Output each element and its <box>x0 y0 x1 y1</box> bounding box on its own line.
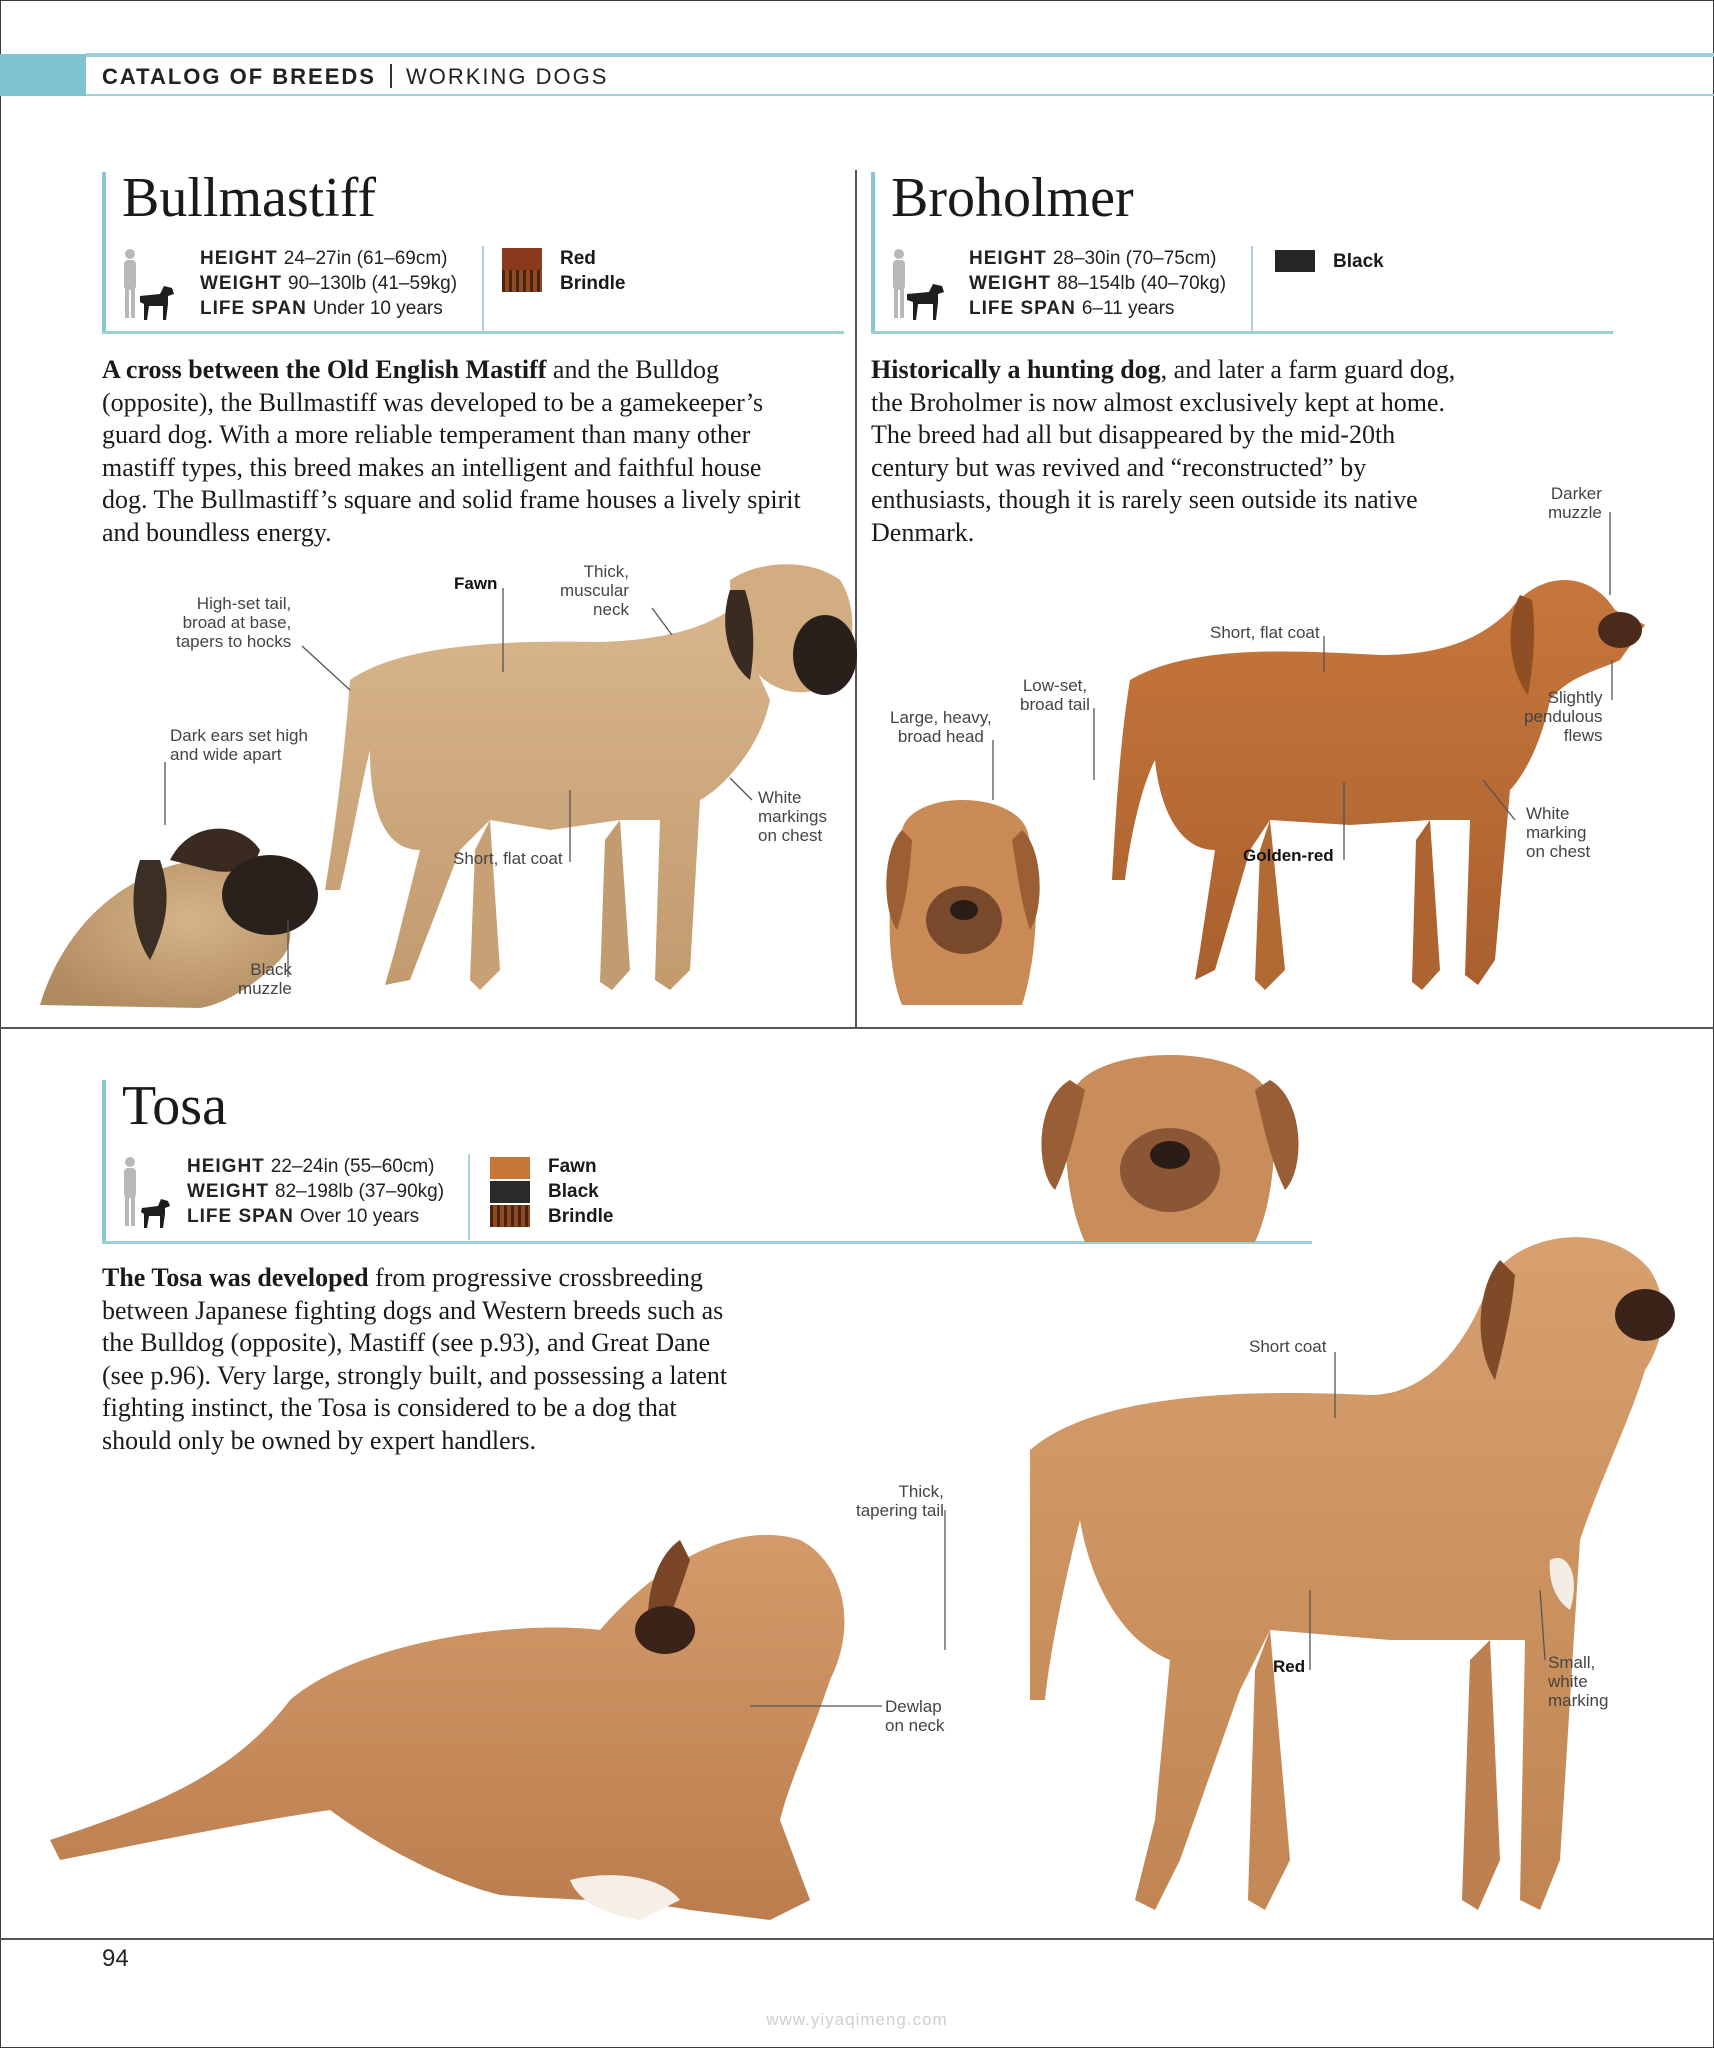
watermark: www.yiyaqimeng.com <box>766 2010 948 2029</box>
stat-life-span: LIFE SPAN Under 10 years <box>200 298 443 319</box>
bullmastiff-title-base <box>102 331 844 334</box>
stat-life-span: LIFE SPAN Over 10 years <box>187 1206 420 1227</box>
callout-red: Red <box>1273 1657 1306 1676</box>
callout-short-flat-coat: Short, flat coat <box>453 849 563 868</box>
color-label: Black <box>548 1181 599 1202</box>
stat-height: HEIGHT 28–30in (70–75cm) <box>969 248 1217 269</box>
stats-divider <box>1251 246 1253 332</box>
callout-dark-ears: Dark ears set high and wide apart <box>170 726 308 764</box>
bullmastiff-title-bar <box>102 172 106 332</box>
stat-weight: WEIGHT 82–198lb (37–90kg) <box>187 1181 445 1202</box>
bullmastiff-title: Bullmastiff <box>122 167 377 229</box>
callout-white-markings: White markings on chest <box>758 788 827 845</box>
header-tab <box>0 54 86 96</box>
tosa-head-photo <box>1030 1010 1310 1242</box>
stat-weight: WEIGHT 90–130lb (41–59kg) <box>200 273 458 294</box>
broholmer-title-base <box>871 331 1613 334</box>
broholmer-title-bar <box>871 172 875 332</box>
header-section: CATALOG OF BREEDS <box>102 64 376 89</box>
stats-divider <box>468 1154 470 1240</box>
color-label: Fawn <box>548 1156 597 1177</box>
callout-high-set-tail: High-set tail, broad at base, tapers to hocks <box>176 594 292 651</box>
tosa-description: The Tosa was developed from progressive crossbreeding between Japanese fighting dogs and Western breeds such as the Bulldog (opposite), Mastiff (see p.93), and Great Dane (see p.96). Very large, strongly built, and possessing a latent fighting instinct, the Tosa is considered to be a dog that should only be owned by expert handlers. <box>102 1263 728 1455</box>
header-rule-bottom <box>86 94 1714 96</box>
callout-short-coat: Short coat <box>1249 1337 1327 1356</box>
tosa-standing-photo <box>930 1220 1690 1940</box>
callout-low-set-tail: Low-set, broad tail <box>1020 676 1090 714</box>
tosa-lying-photo <box>40 1480 950 1930</box>
stat-height: HEIGHT 24–27in (61–69cm) <box>200 248 448 269</box>
callout-golden-red: Golden-red <box>1243 846 1334 865</box>
swatch-brindle <box>502 270 542 292</box>
page-number: 94 <box>102 1945 129 1972</box>
color-label: Red <box>560 248 596 269</box>
callout-short-flat-coat: Short, flat coat <box>1210 623 1320 642</box>
callout-white-marking: White marking on chest <box>1526 804 1591 861</box>
bullmastiff-standing-photo <box>300 550 860 1010</box>
tosa-title-bar <box>102 1080 106 1242</box>
broholmer-stats <box>969 246 1226 321</box>
header-rule-top <box>86 53 1714 57</box>
stat-weight: WEIGHT 88–154lb (40–70kg) <box>969 273 1227 294</box>
broholmer-standing-photo <box>1050 550 1650 1010</box>
swatch-red <box>502 248 542 270</box>
size-comparison-icon <box>887 248 951 322</box>
stat-height: HEIGHT 22–24in (55–60cm) <box>187 1156 435 1177</box>
size-comparison-icon <box>118 248 182 322</box>
tosa-stats <box>187 1154 444 1229</box>
color-label: Black <box>1333 251 1384 272</box>
callout-fawn: Fawn <box>454 574 498 593</box>
callout-black-muzzle: Black muzzle <box>238 960 292 998</box>
broholmer-head-photo <box>872 770 1052 1010</box>
broholmer-title: Broholmer <box>891 167 1134 229</box>
swatch-brindle <box>490 1205 530 1227</box>
callout-darker-muzzle: Darker muzzle <box>1548 484 1602 522</box>
header-subsection: WORKING DOGS <box>405 64 609 89</box>
stat-life-span: LIFE SPAN 6–11 years <box>969 298 1175 319</box>
running-header <box>102 64 608 90</box>
stats-divider <box>482 246 484 332</box>
swatch-black <box>490 1181 530 1203</box>
callout-large-head: Large, heavy, broad head <box>890 708 992 746</box>
swatch-black <box>1275 250 1315 272</box>
callout-white-marking: Small, white marking <box>1548 1653 1609 1710</box>
callout-thick-neck: Thick, muscular neck <box>560 562 629 619</box>
callout-tapering-tail: Thick, tapering tail <box>856 1482 944 1520</box>
color-label: Brindle <box>548 1206 614 1227</box>
bullmastiff-description: A cross between the Old English Mastiff and the Bulldog (opposite), the Bullmastiff was developed to be a gamekeeper’s guard dog. With a more reliable temperament than many other mastiff types, this breed makes an intelligent and faithful house dog. The Bullmastiff’s square and solid frame houses a lively spirit and boundless energy. <box>102 355 801 547</box>
callout-pendulous-flews: Slightly pendulous flews <box>1524 688 1603 745</box>
section-divider <box>0 1027 1714 1029</box>
size-comparison-icon <box>118 1156 182 1230</box>
broholmer-description: Historically a hunting dog, and later a farm guard dog, the Broholmer is now almost exclusively kept at home. The breed had all but disappeared by the mid-20th century but was revived and “reconstructed” by enthusiasts, though it is rarely seen outside its native Denmark. <box>871 355 1456 547</box>
callout-dewlap: Dewlap on neck <box>885 1697 945 1735</box>
header-separator <box>390 64 392 88</box>
bullmastiff-stats <box>200 246 457 321</box>
tosa-title: Tosa <box>122 1075 227 1137</box>
swatch-fawn <box>490 1157 530 1179</box>
color-label: Brindle <box>560 273 626 294</box>
